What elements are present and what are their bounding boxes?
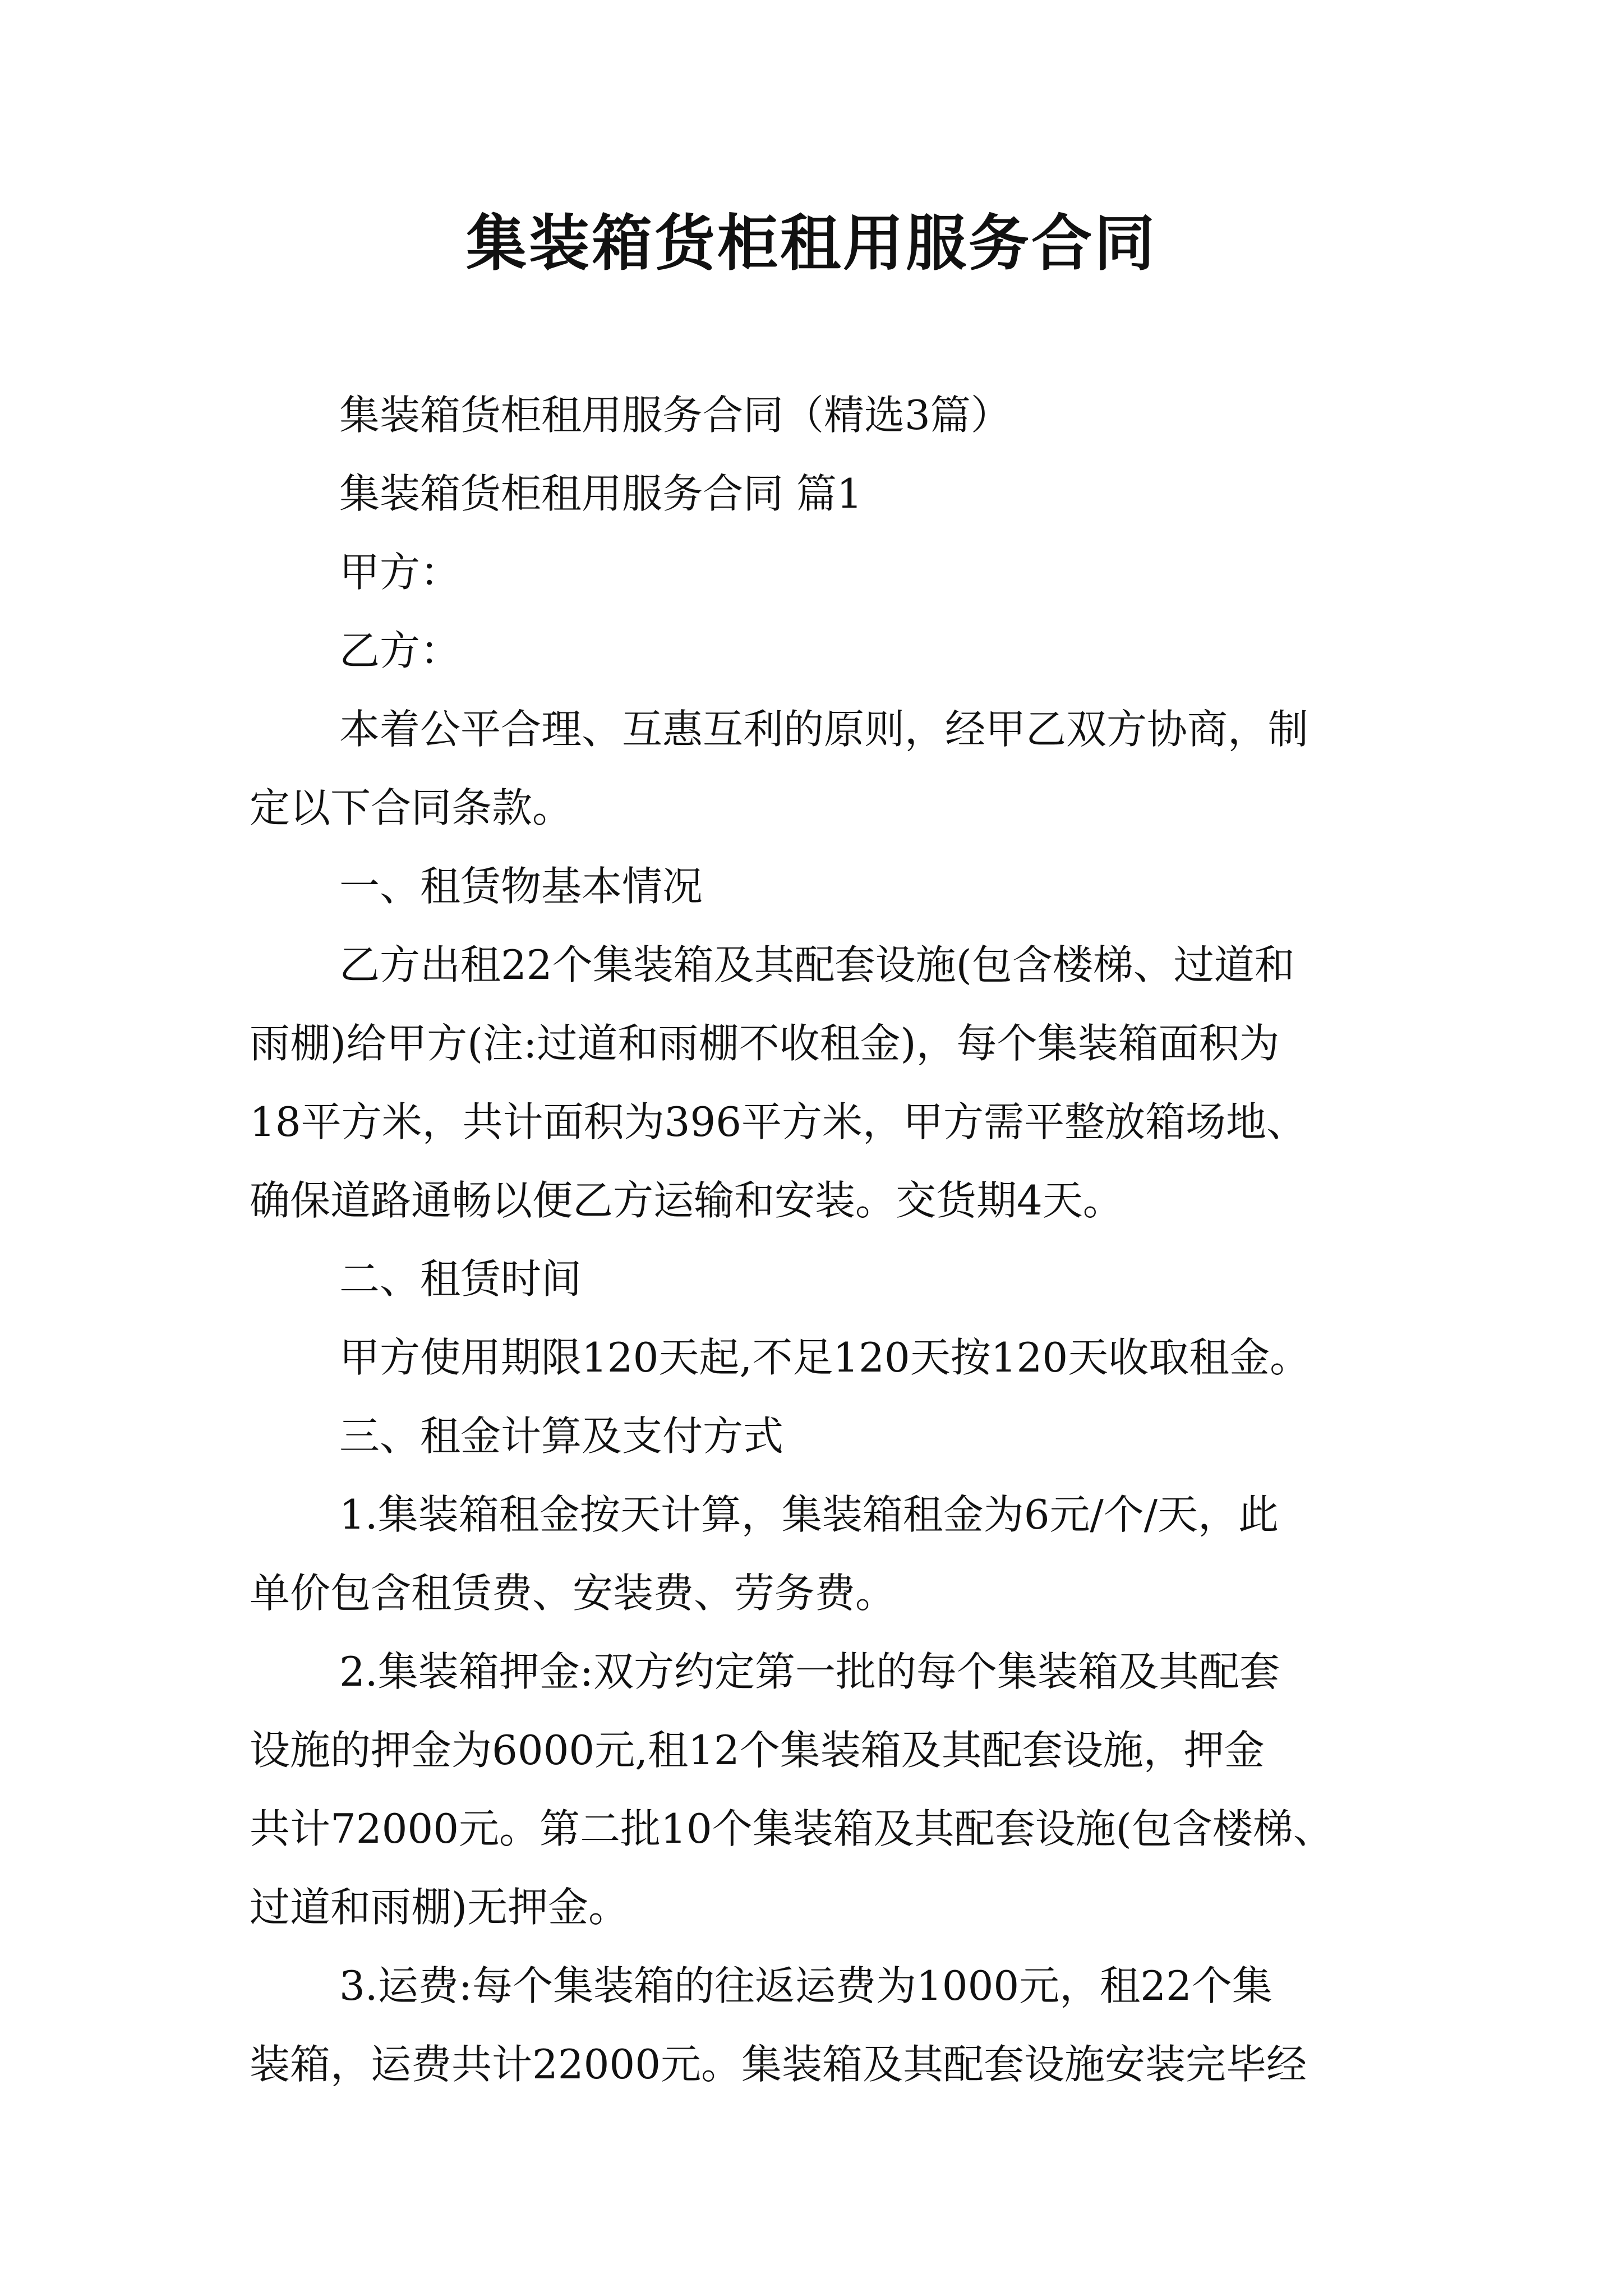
paragraph-intro-line-1: 本着公平合理、互惠互利的原则，经甲乙双方协商，制	[339, 706, 1309, 753]
clause-heading-3: 三、租金计算及支付方式	[339, 1412, 784, 1460]
clause-3-item-2-line-3: 共计72000元。第二批10个集装箱及其配套设施(包含楼梯、	[250, 1805, 1334, 1852]
clause-3-item-1-line-1: 1.集装箱租金按天计算，集装箱租金为6元/个/天，此	[339, 1491, 1279, 1538]
clause-3-item-1-line-2: 单价包含租赁费、安装费、劳务费。	[250, 1570, 896, 1617]
clause-3-item-2-line-4: 过道和雨棚)无押金。	[250, 1884, 629, 1931]
clause-3-item-2-line-2: 设施的押金为6000元,租12个集装箱及其配套设施，押金	[250, 1727, 1265, 1774]
paragraph-intro-line-2: 定以下合同条款。	[250, 784, 573, 831]
clause-2-line-1: 甲方使用期限120天起,不足120天按120天收取租金。	[339, 1334, 1311, 1381]
party-a-label: 甲方：	[339, 549, 461, 596]
clause-3-item-3-line-2: 装箱，运费共计22000元。集装箱及其配套设施安装完毕经	[250, 2041, 1307, 2088]
document-title: 集装箱货柜租用服务合同	[465, 209, 1157, 279]
clause-heading-1: 一、租赁物基本情况	[339, 863, 703, 910]
clause-3-item-2-line-1: 2.集装箱押金:双方约定第一批的每个集装箱及其配套	[339, 1648, 1280, 1695]
clause-1-line-2: 雨棚)给甲方(注:过道和雨棚不收租金)，每个集装箱面积为	[250, 1020, 1280, 1067]
section-heading-part-1: 集装箱货柜租用服务合同 篇1	[339, 470, 863, 517]
subtitle-selection: 集装箱货柜租用服务合同（精选3篇）	[339, 392, 1011, 439]
party-b-label: 乙方：	[339, 627, 461, 674]
clause-1-line-4: 确保道路通畅以便乙方运输和安装。交货期4天。	[250, 1177, 1123, 1224]
clause-heading-2: 二、租赁时间	[339, 1255, 582, 1303]
clause-3-item-3-line-1: 3.运费:每个集装箱的往返运费为1000元，租22个集	[339, 1962, 1272, 2009]
clause-1-line-1: 乙方出租22个集装箱及其配套设施(包含楼梯、过道和	[339, 941, 1295, 988]
clause-1-line-3: 18平方米，共计面积为396平方米，甲方需平整放箱场地、	[250, 1098, 1307, 1145]
